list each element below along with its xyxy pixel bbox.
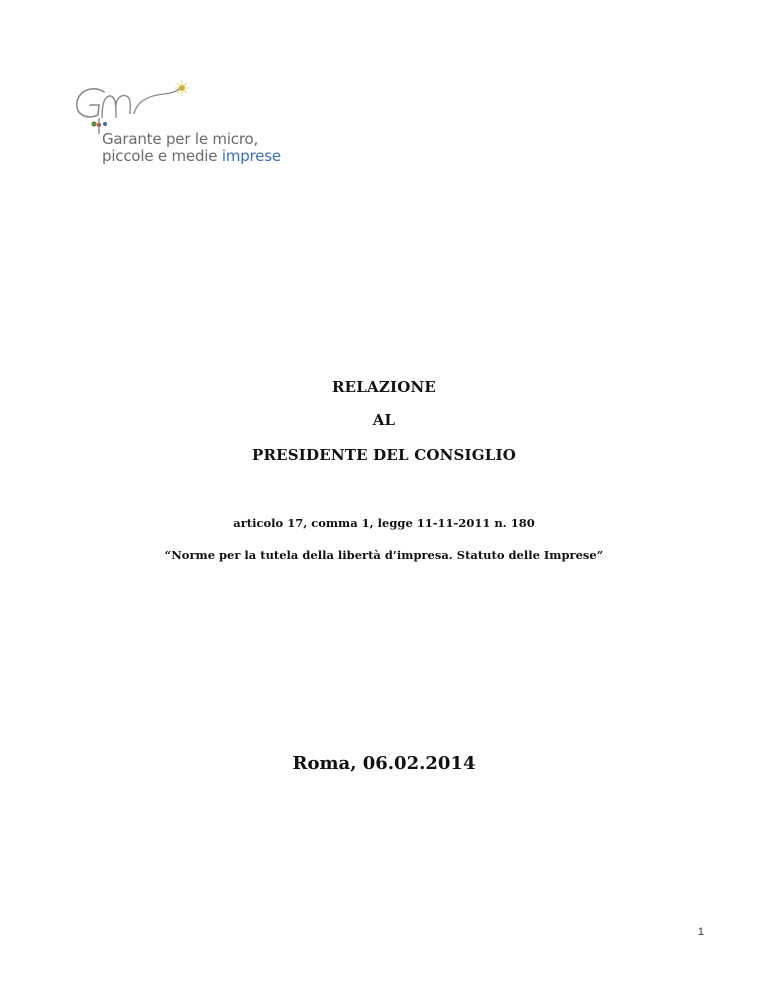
law-name: “Norme per la tutela della libertà d’impresa. Statuto delle Imprese” bbox=[164, 548, 604, 562]
title-presidente: PRESIDENTE DEL CONSIGLIO bbox=[251, 446, 516, 464]
logo-line2-main: piccole e medie bbox=[102, 147, 222, 165]
logo-line1-rest: per le micro, bbox=[161, 130, 259, 148]
logo-line-2 bbox=[102, 148, 281, 165]
place-date: Roma, 06.02.2014 bbox=[292, 753, 476, 774]
garante-logo bbox=[72, 78, 282, 178]
law-reference: articolo 17, comma 1, legge 11-11-2011 n. 180 bbox=[233, 516, 535, 530]
page-number: 1 bbox=[697, 926, 704, 938]
gmi-logo-mark-icon bbox=[72, 78, 202, 138]
logo-line-1 bbox=[102, 131, 281, 148]
title-al: AL bbox=[372, 411, 396, 429]
logo-wordmark bbox=[102, 131, 281, 165]
logo-garante: Garante bbox=[102, 130, 162, 148]
logo-imprese: imprese bbox=[221, 147, 281, 165]
title-relazione: RELAZIONE bbox=[331, 378, 437, 396]
